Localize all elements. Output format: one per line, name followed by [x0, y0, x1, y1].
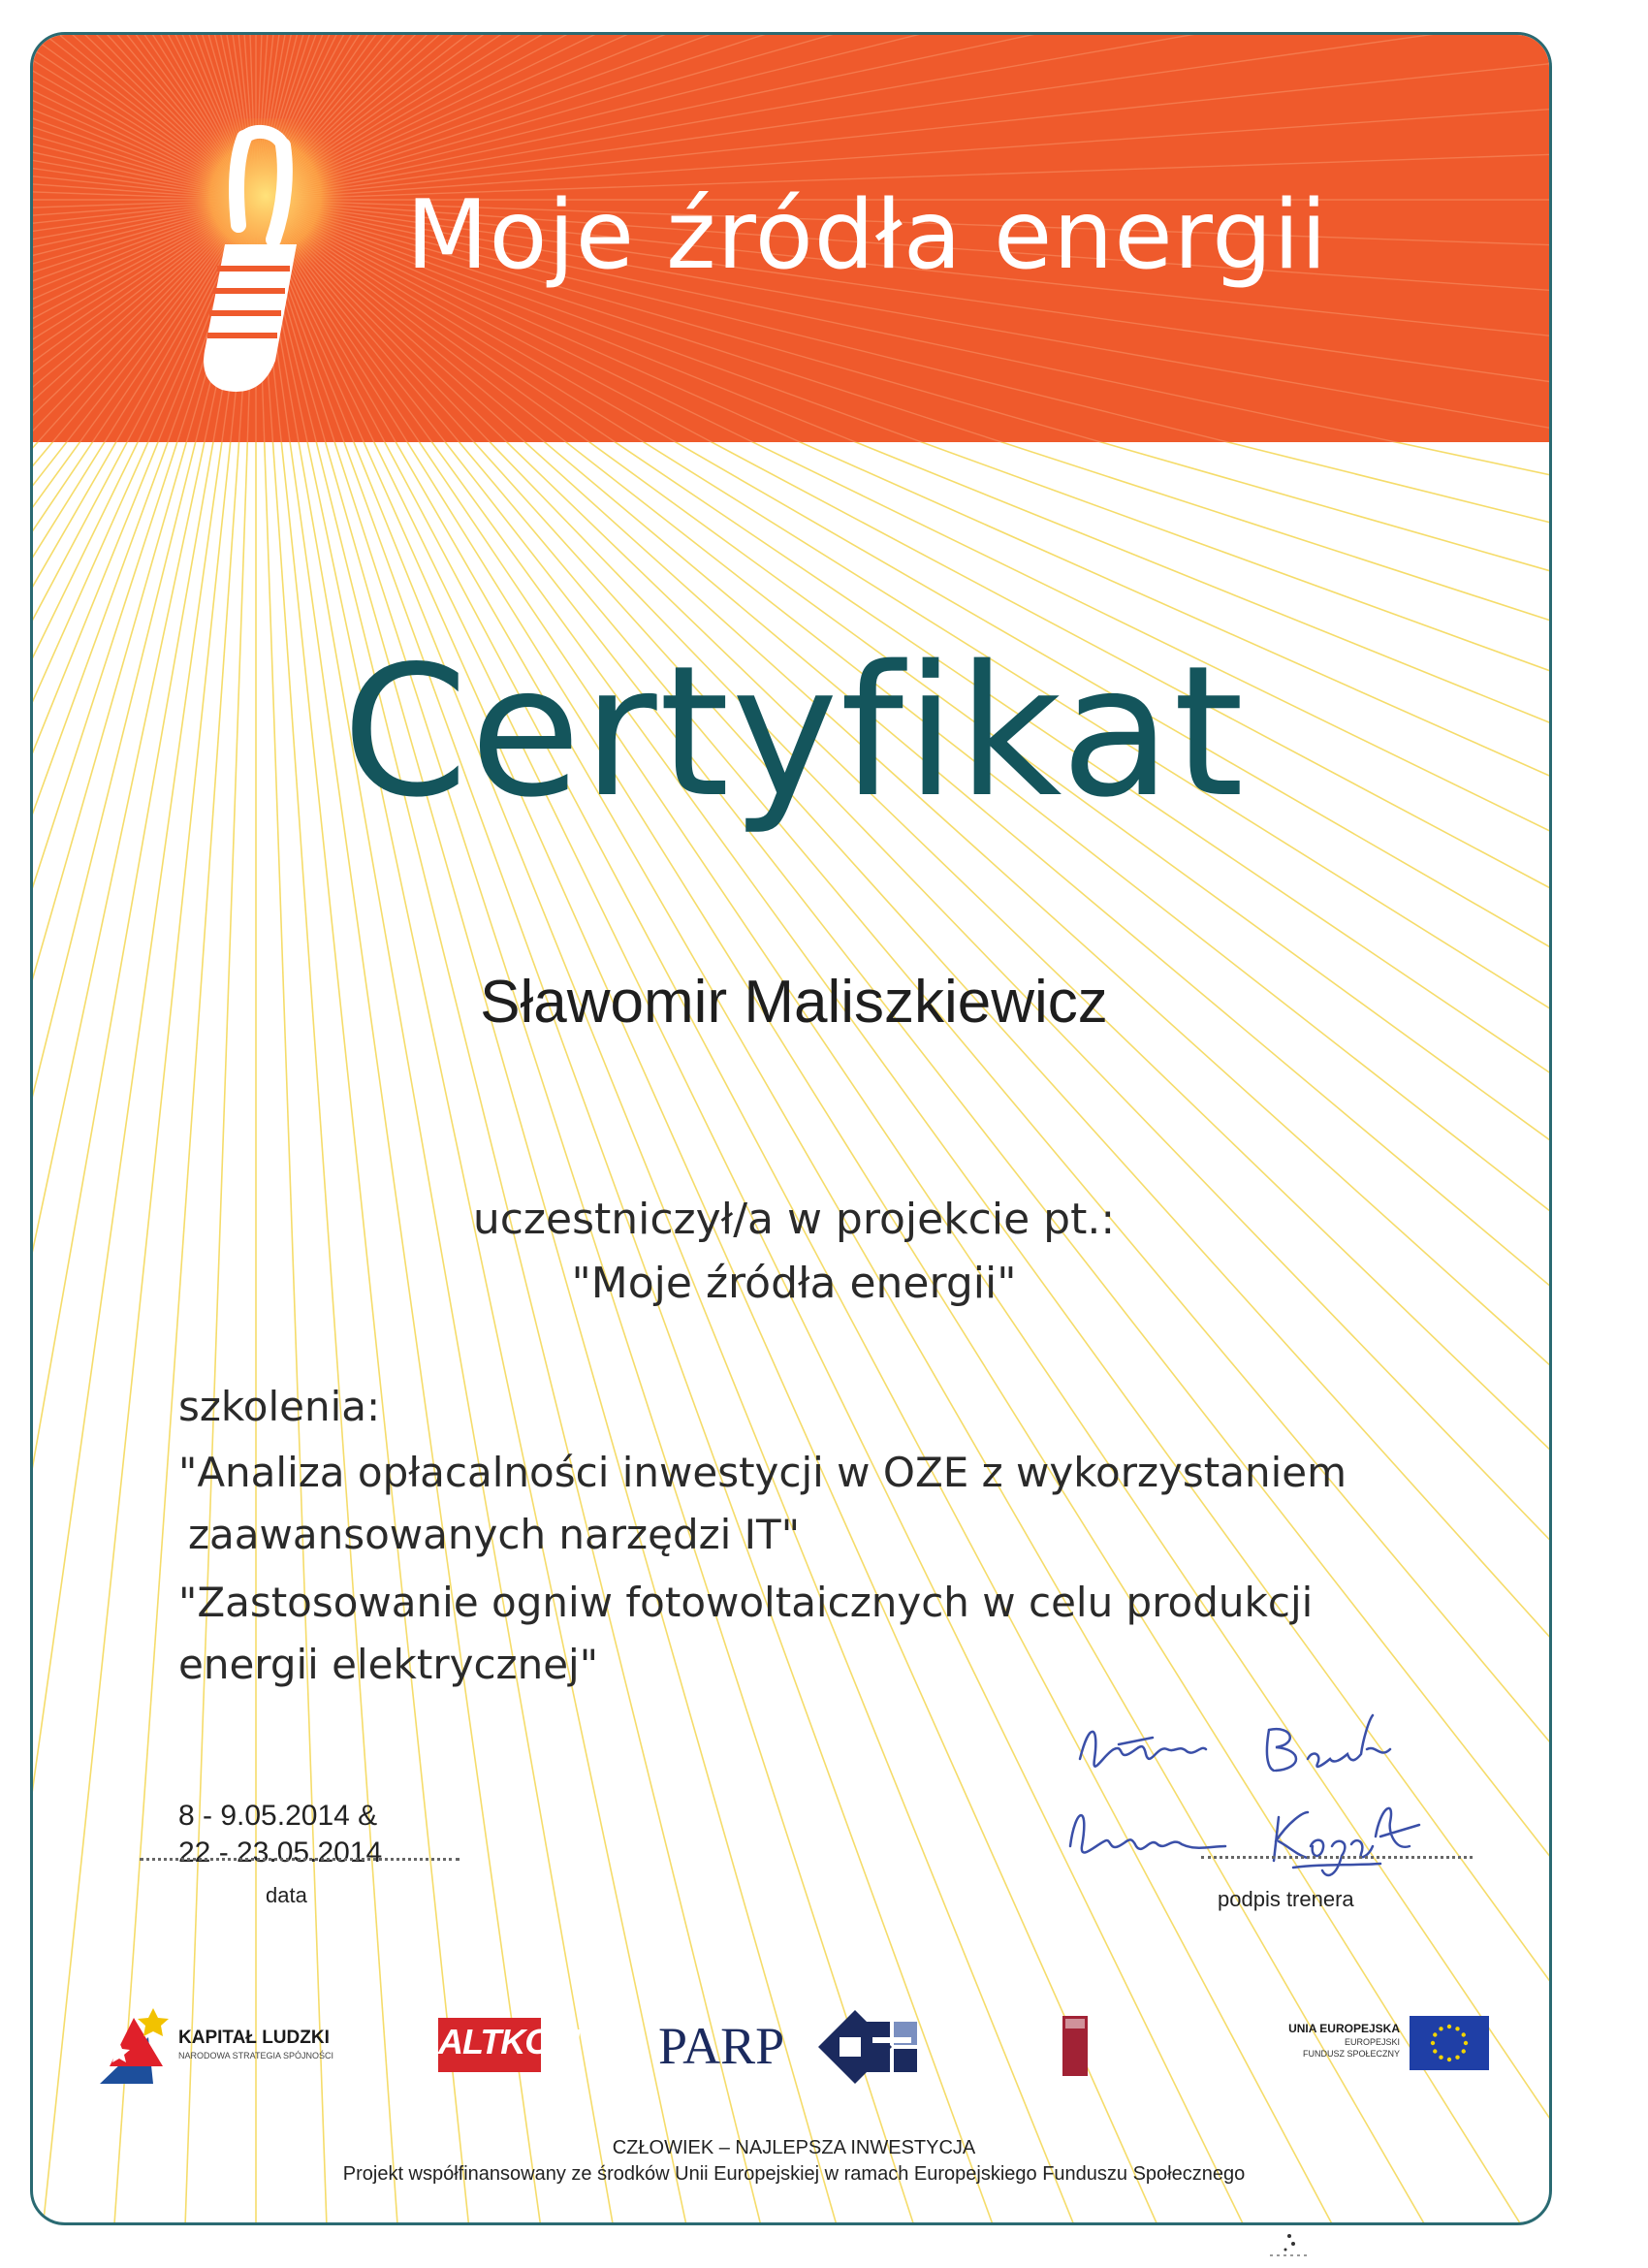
- footer-slogan: CZŁOWIEK – NAJLEPSZA INWESTYCJA: [612, 2137, 976, 2158]
- sun-ray: [256, 35, 1552, 200]
- ue-title: UNIA EUROPEJSKA: [1288, 2022, 1400, 2035]
- parp-logo-text: PARP: [658, 2017, 785, 2075]
- sun-ray: [256, 35, 1552, 200]
- signature-label: podpis trenera: [1218, 1887, 1354, 1911]
- header-banner: [33, 35, 1552, 442]
- sun-ray: [256, 35, 1552, 200]
- training-line: "Analiza opłacalności inwestycji w OZE z wykorzystaniem: [178, 1449, 1347, 1496]
- sun-ray: [256, 35, 1552, 200]
- date-line-1: 8 - 9.05.2014 &: [178, 1800, 378, 1832]
- certificate-title: Certyfikat: [341, 626, 1247, 837]
- recipient-name: Sławomir Maliszkiewicz: [480, 969, 1108, 1036]
- banner-title: Moje źródła energii: [406, 180, 1328, 291]
- sun-ray: [256, 35, 1552, 200]
- training-line: "Zastosowanie ogniw fotowoltaicznych w celu produkcji: [178, 1579, 1314, 1626]
- sun-ray: [256, 35, 1552, 200]
- eu-star: [1439, 2027, 1442, 2030]
- sun-ray: [256, 35, 1552, 200]
- footer-cofinancing-note: Projekt współfinansowany ze środków Unii Europejskiej w ramach Europejskiego Funduszu Społecznego: [342, 2163, 1246, 2185]
- eu-star: [1447, 2058, 1451, 2061]
- sun-ray: [256, 35, 1552, 200]
- project-name: "Moje źródła energii": [571, 1259, 1017, 1308]
- sun-ray: [256, 35, 1552, 200]
- sun-ray: [256, 35, 1552, 200]
- sun-ray: [256, 35, 1552, 200]
- date-label: data: [266, 1883, 307, 1907]
- energy-saving-bulb-icon: [130, 118, 353, 409]
- sun-ray: [256, 35, 1552, 200]
- sun-ray: [33, 200, 256, 2024]
- scan-artifact: [1260, 2230, 1318, 2259]
- participation-statement: uczestniczył/a w projekcie pt.:: [472, 1195, 1116, 1244]
- date-dotted-line: [140, 1858, 460, 1861]
- sun-ray: [256, 35, 1552, 200]
- sun-ray: [256, 35, 1552, 200]
- kapital-ludzki-title: KAPITAŁ LUDZKI: [178, 2028, 330, 2048]
- parp-logo-icon: [816, 2008, 923, 2086]
- sun-ray: [256, 35, 1316, 200]
- sun-ray: [256, 35, 1518, 200]
- sun-ray: [256, 35, 1552, 200]
- sun-ray: [256, 35, 1552, 200]
- partner-logo-red: [1062, 2016, 1088, 2076]
- eu-star: [1455, 2056, 1459, 2060]
- eu-star: [1433, 2049, 1437, 2053]
- eu-star: [1462, 2049, 1466, 2053]
- sun-ray: [256, 35, 1552, 200]
- eu-star: [1462, 2032, 1466, 2036]
- sun-ray: [256, 35, 1552, 200]
- sun-ray: [256, 35, 1552, 200]
- eu-star: [1431, 2041, 1435, 2045]
- ue-subtitle-1: EUROPEJSKI: [1344, 2037, 1400, 2047]
- sun-ray: [256, 35, 1552, 200]
- eu-star: [1464, 2041, 1468, 2045]
- signature-dotted-line: [1201, 1856, 1473, 1859]
- ue-subtitle-2: FUNDUSZ SPOŁECZNY: [1302, 2049, 1400, 2059]
- eu-star: [1447, 2025, 1451, 2028]
- sun-ray: [256, 35, 1552, 200]
- training-line: energii elektrycznej": [178, 1641, 599, 1688]
- sun-ray: [256, 35, 1552, 200]
- kapital-ludzki-subtitle: NARODOWA STRATEGIA SPÓJNOŚCI: [178, 2051, 334, 2060]
- training-line: zaawansowanych narzędzi IT": [188, 1511, 801, 1558]
- eu-flag-icon: [1410, 2016, 1489, 2070]
- sun-ray: [256, 35, 1552, 200]
- sponsor-logos-row: [33, 2008, 1552, 2115]
- sun-ray: [256, 35, 1552, 200]
- sun-ray: [256, 35, 1552, 200]
- sun-ray: [256, 35, 1552, 200]
- eu-star: [1433, 2032, 1437, 2036]
- sun-ray: [256, 35, 1552, 200]
- altkom-logo: ALTKOM: [438, 2022, 580, 2061]
- sun-ray: [256, 35, 1552, 200]
- trainings-label: szkolenia:: [178, 1383, 381, 1430]
- sun-ray: [256, 35, 1552, 200]
- eu-star: [1455, 2027, 1459, 2030]
- sun-ray: [256, 35, 1552, 200]
- date-line-2: 22 - 23.05.2014: [178, 1837, 383, 1869]
- eu-star: [1439, 2056, 1442, 2060]
- sun-ray: [256, 35, 1552, 200]
- certificate-frame: [30, 32, 1552, 2225]
